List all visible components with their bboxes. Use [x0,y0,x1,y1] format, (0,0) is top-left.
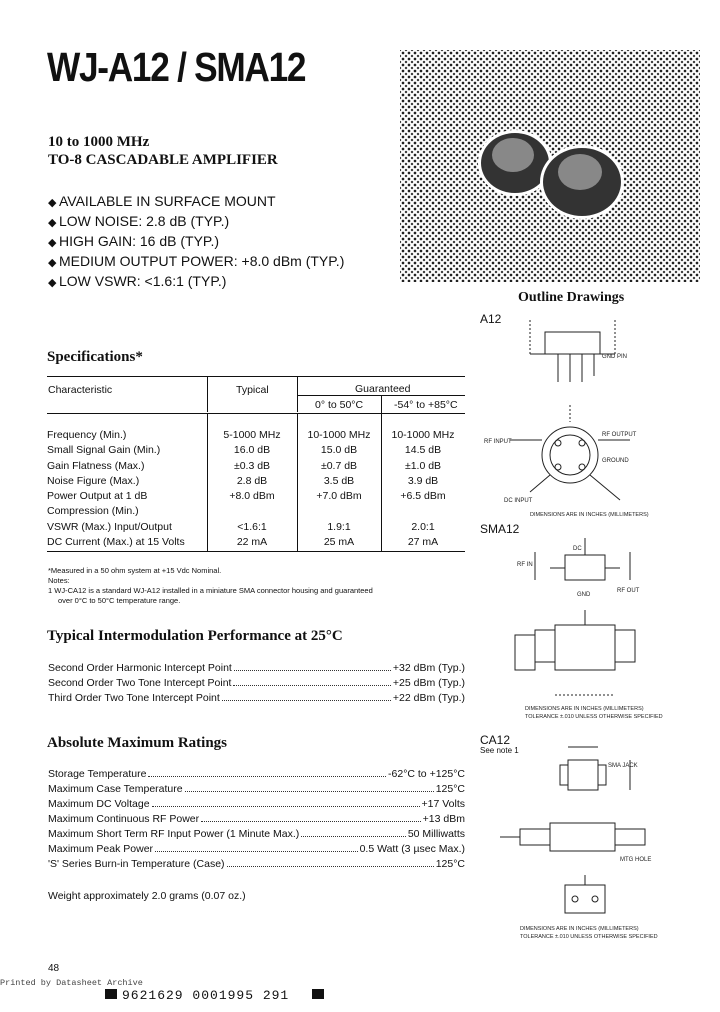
ca12-sma-jack [615,829,645,845]
rating-row: Storage Temperature -62°C to +125°C [48,768,465,780]
spec-table [47,429,465,551]
ca12-dims-note: DIMENSIONS ARE IN INCHES (MILLIMETERS) [520,926,639,932]
diamond-bullet-icon: ◆ [48,217,57,229]
sma12-rf-out-connector [615,630,635,662]
intermod-heading: Typical Intermodulation Performance at 25°C [47,628,343,644]
a12-side-body [545,332,600,354]
a12-label-rf-output: RF OUTPUT [602,432,637,438]
ca12-mtg-hole [592,896,598,902]
a12-pin [579,464,585,470]
sma12-tab [515,635,535,670]
table-row: Noise Figure (Max.) 2.8 dB 3.5 dB 3.9 dB [47,474,439,487]
sma12-label-dc: DC [573,546,582,552]
rating-row: 'S' Series Burn-in Temperature (Case) 125°C [48,858,465,870]
col-characteristic: Characteristic [48,384,113,396]
a12-pin [555,464,561,470]
rating-row: Maximum Peak Power 0.5 Watt (3 µsec Max.) [48,843,465,855]
a12-outline-drawing [484,310,680,525]
table-row: DC Current (Max.) at 15 Volts 22 mA 25 mA 27 mA [47,536,439,549]
document-code: 9621629 0001995 291 [122,988,290,1003]
feature-item: ◆ MEDIUM OUTPUT POWER: +8.0 dBm (TYP.) [48,253,345,269]
ratings-heading: Absolute Maximum Ratings [47,735,228,751]
ca12-outline-drawing [480,735,680,945]
intermod-row: Second Order Two Tone Intercept Point +25 dBm (Typ.) [48,677,465,689]
feature-item: ◆ HIGH GAIN: 16 dB (TYP.) [48,233,220,249]
a12-label-rf-input: RF INPUT [484,439,512,445]
col-range-2: -54° to +85°C [394,399,458,411]
col-range-1: 0° to 50°C [315,399,364,411]
ca12-tolerance: TOLERANCE ±.010 UNLESS OTHERWISE SPECIFIED [520,934,658,940]
feature-item: ◆ LOW VSWR: <1.6:1 (TYP.) [48,273,227,289]
notes-label: Notes: [48,576,70,585]
to8-can-right-top [558,154,602,190]
ca12-sma-jack [520,829,550,845]
to8-can-left-top [492,138,534,172]
a12-dims-note: DIMENSIONS ARE IN INCHES (MILLIMETERS) [530,512,649,518]
ca12-housing-bottom [565,885,605,913]
sma12-label-gnd: GND [577,592,591,598]
weight-note: Weight approximately 2.0 grams (0.07 oz.) [48,890,246,902]
diamond-bullet-icon: ◆ [48,257,57,269]
outline-a12-label: A12 [480,312,502,326]
sma12-label-rf-out: RF OUT [617,588,640,594]
feature-item: ◆ LOW NOISE: 2.8 dB (TYP.) [48,213,230,229]
note-1: 1 WJ-CA12 is a standard WJ-A12 installed in a miniature SMA connector housing and guaranteed [48,586,373,595]
ca12-housing-top [568,760,598,790]
subtitle-description: TO-8 CASCADABLE AMPLIFIER [48,152,278,168]
a12-label-gnd-pin: GND PIN [602,354,628,360]
outline-heading: Outline Drawings [518,290,625,305]
table-col-rule [297,376,298,412]
rating-row: Maximum Case Temperature 125°C [48,783,465,795]
ca12-mtg-hole [572,896,578,902]
diamond-bullet-icon: ◆ [48,277,57,289]
spec-footnote: *Measured in a 50 ohm system at +15 Vdc Nominal. [48,566,222,575]
ca12-label-mtg: MTG HOLE [620,857,652,863]
table-row: Gain Flatness (Max.) ±0.3 dB ±0.7 dB ±1.0 dB [47,459,442,472]
table-header-rule [47,413,465,414]
rating-row: Maximum Continuous RF Power +13 dBm [48,813,465,825]
a12-label-dc-input: DC INPUT [504,498,533,504]
sma12-tolerance: TOLERANCE ±.010 UNLESS OTHERWISE SPECIFIED [525,714,663,720]
product-photo [400,50,700,282]
a12-label-ground: GROUND [602,458,629,464]
col-typical: Typical [236,384,269,396]
ca12-label-sma: SMA JACK [608,763,638,769]
table-col-rule [207,376,208,412]
rating-row: Maximum DC Voltage +17 Volts [48,798,465,810]
sma12-body-top [565,555,605,580]
intermod-row: Second Order Harmonic Intercept Point +32 dBm (Typ.) [48,662,465,674]
table-row: Frequency (Min.) 5-1000 MHz 10-1000 MHz 10-1000 MHz [47,429,455,441]
a12-leader [530,475,550,492]
table-row: Compression (Min.) [47,505,139,518]
col-guaranteed: Guaranteed [355,383,411,395]
intermod-row: Third Order Two Tone Intercept Point +22 dBm (Typ.) [48,692,465,704]
a12-pin [579,440,585,446]
sma12-dims-note: DIMENSIONS ARE IN INCHES (MILLIMETERS) [525,706,644,712]
a12-leader [590,475,620,500]
outline-sma12-label: SMA12 [480,522,520,536]
table-row: VSWR (Max.) Input/Output <1.6:1 1.9:1 2.0:1 [47,520,435,533]
table-row: Power Output at 1 dB +8.0 dBm +7.0 dBm +6.5 dBm [47,490,446,503]
barcode-block-right [312,989,324,999]
ca12-connector [598,765,606,785]
sma12-outline-drawing [505,530,663,725]
ca12-housing-side [550,823,615,851]
product-title: WJ-A12 / SMA12 [47,44,306,90]
rating-row: Maximum Short Term RF Input Power (1 Minute Max.) 50 Milliwatts [48,828,465,840]
sma12-label-rf-in: RF IN [517,562,533,568]
sma12-body-side [555,625,615,670]
a12-pin [555,440,561,446]
diamond-bullet-icon: ◆ [48,197,57,209]
specifications-heading: Specifications* [47,349,143,365]
barcode-block-left [105,989,117,999]
sma12-rf-in-connector [535,630,555,662]
outline-see-note: See note 1 [480,746,519,755]
table-row: Small Signal Gain (Min.) 16.0 dB 15.0 dB 14.5 dB [47,444,442,457]
note-1-cont: over 0°C to 50°C temperature range. [58,596,181,605]
feature-item: ◆ AVAILABLE IN SURFACE MOUNT [48,193,276,209]
print-watermark: Printed by Datasheet Archive [0,978,143,988]
ca12-connector [560,765,568,785]
diamond-bullet-icon: ◆ [48,237,57,249]
subtitle-frequency: 10 to 1000 MHz [48,134,150,150]
outline-ca12-label: CA12 [480,733,511,747]
page-number: 48 [48,963,60,974]
table-top-rule [47,376,465,377]
